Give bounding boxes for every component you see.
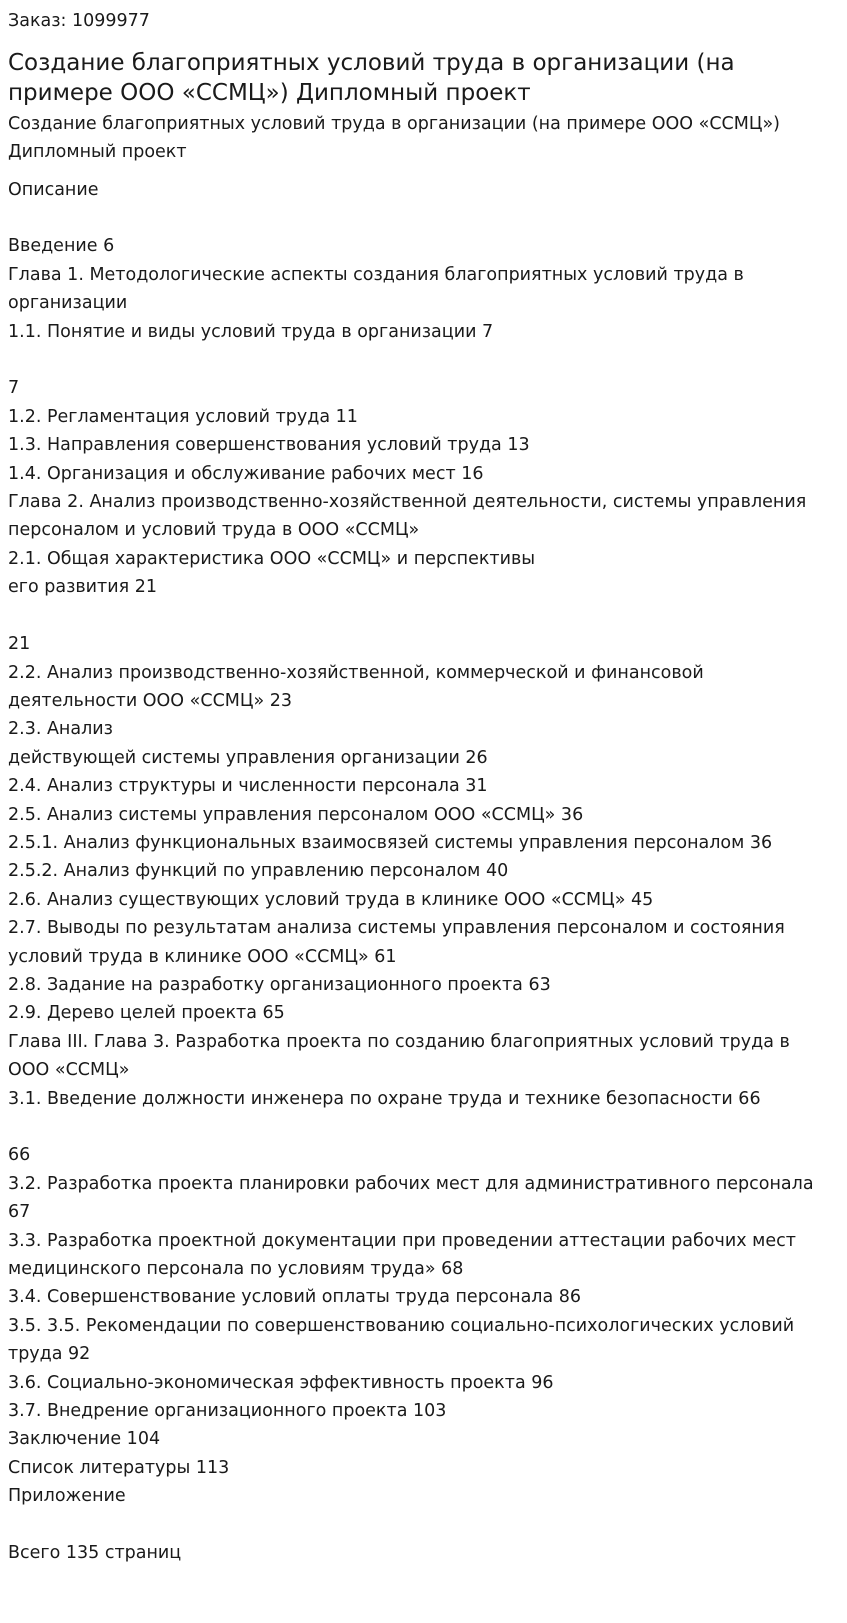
page-title: Создание благоприятных условий труда в организации (на примере ООО «ССМЦ») Дипломный проект xyxy=(8,50,735,106)
order-number: Заказ: 1099977 xyxy=(8,11,150,31)
product-name: Создание благоприятных условий труда в организации (на примере ООО «ССМЦ») Дипломный проект xyxy=(8,114,780,162)
table-of-contents: Введение 6 Глава 1. Методологические аспекты создания благоприятных условий труда в организации 1.1. Понятие и виды условий труда в организации 7 7 1.2. Регламентация условий труда 11 1.3. Направления совершенствования условий труда 13 1.4. Организация и обслуживание рабочих мест 16 Глава 2. Анализ производственно-хозяйственной деятельности, системы управления персоналом и условий труда в ООО «ССМЦ» 2.1. Общая характеристика ООО «ССМЦ» и перспективы его развития 21 21 2.2. Анализ производственно-хозяйственной, коммерческой и финансовой деятельности ООО «ССМЦ» 23 2.3. Анализ действующей системы управления организации 26 2.4. Анализ структуры и численности персонала 31 2.5. Анализ системы управления персоналом ООО «ССМЦ» 36 2.5.1. Анализ функциональных взаимосвязей системы управления персоналом 36 2.5.2. Анализ функций по управлению персоналом 40 2.6. Анализ существующих условий труда в клинике ООО «ССМЦ» 45 2.7. Выводы по результатам анализа системы управления персоналом и состояния условий труда в клинике ООО «ССМЦ» 61 2.8. Задание на разработку организационного проекта 63 2.9. Дерево целей проекта 65 Глава III. Глава 3. Разработка проекта по созданию благоприятных условий труда в ООО «ССМЦ» 3.1. Введение должности инженера по охране труда и технике безопасности 66 66 3.2. Разработка проекта планировки рабочих мест для административного персонала 67 3.3. Разработка проектной документации при проведении аттестации рабочих мест медицинского персонала по условиям труда» 68 3.4. Совершенствование условий оплаты труда персонала 86 3.5. 3.5. Рекомендации по совершенствованию социально-психологических условий труда 92 3.6. Социально-экономическая эффективность проекта 96 3.7. Внедрение организационного проекта 103 Заключение 104 Список литературы 113 Приложение Всего 135 страниц xyxy=(8,236,814,1564)
description-heading: Описание xyxy=(8,180,99,200)
